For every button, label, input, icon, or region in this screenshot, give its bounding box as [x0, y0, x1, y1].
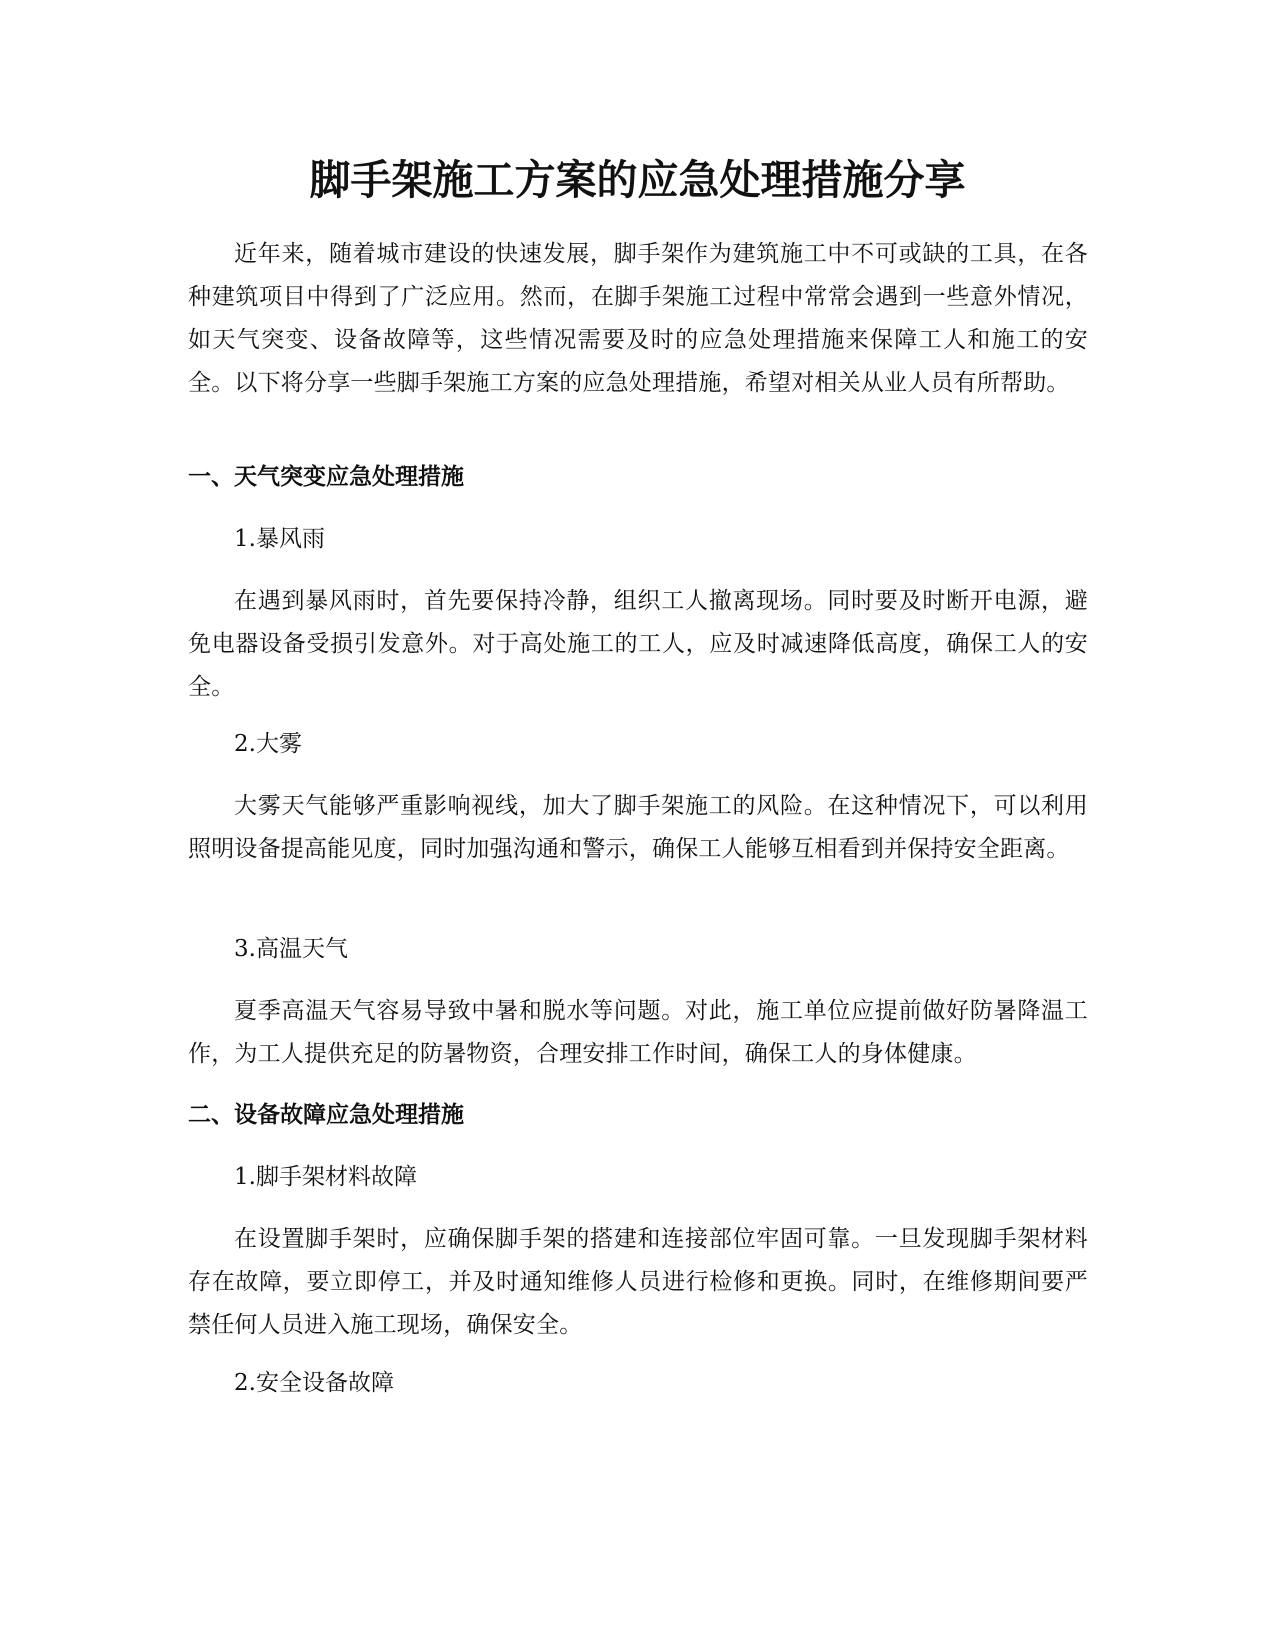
paragraph-fog: 大雾天气能够严重影响视线，加大了脚手架施工的风险。在这种情况下，可以利用照明设备提高能见度，同时加强沟通和警示，确保工人能够互相看到并保持安全距离。	[188, 793, 1088, 862]
section-heading-weather: 一、天气突变应急处理措施	[188, 464, 464, 490]
paragraph-scaffold-material: 在设置脚手架时，应确保脚手架的搭建和连接部位牢固可靠。一旦发现脚手架材料存在故障，要立即停工，并及时通知维修人员进行检修和更换。同时，在维修期间要严禁任何人员进入施工现场，确保安全。	[188, 1226, 1088, 1338]
subheading-fog: 2.大雾	[234, 731, 302, 757]
subheading-heat: 3.高温天气	[234, 936, 348, 962]
section-heading-equipment: 二、设备故障应急处理措施	[188, 1102, 464, 1128]
document-title: 脚手架施工方案的应急处理措施分享	[309, 156, 966, 204]
intro-paragraph: 近年来，随着城市建设的快速发展，脚手架作为建筑施工中不可或缺的工具，在各种建筑项目中得到了广泛应用。然而，在脚手架施工过程中常常会遇到一些意外情况，如天气突变、设备故障等，这些情况需要及时的应急处理措施来保障工人和施工的安全。以下将分享一些脚手架施工方案的应急处理措施，希望对相关从业人员有所帮助。	[188, 241, 1088, 396]
paragraph-storm: 在遇到暴风雨时，首先要保持冷静，组织工人撤离现场。同时要及时断开电源，避免电器设备受损引发意外。对于高处施工的工人，应及时减速降低高度，确保工人的安全。	[188, 588, 1088, 700]
subheading-safety-equipment: 2.安全设备故障	[234, 1370, 394, 1396]
subheading-scaffold-material: 1.脚手架材料故障	[234, 1164, 417, 1190]
paragraph-heat: 夏季高温天气容易导致中暑和脱水等问题。对此，施工单位应提前做好防暑降温工作，为工人提供充足的防暑物资，合理安排工作时间，确保工人的身体健康。	[188, 998, 1088, 1067]
subheading-storm: 1.暴风雨	[234, 526, 325, 552]
